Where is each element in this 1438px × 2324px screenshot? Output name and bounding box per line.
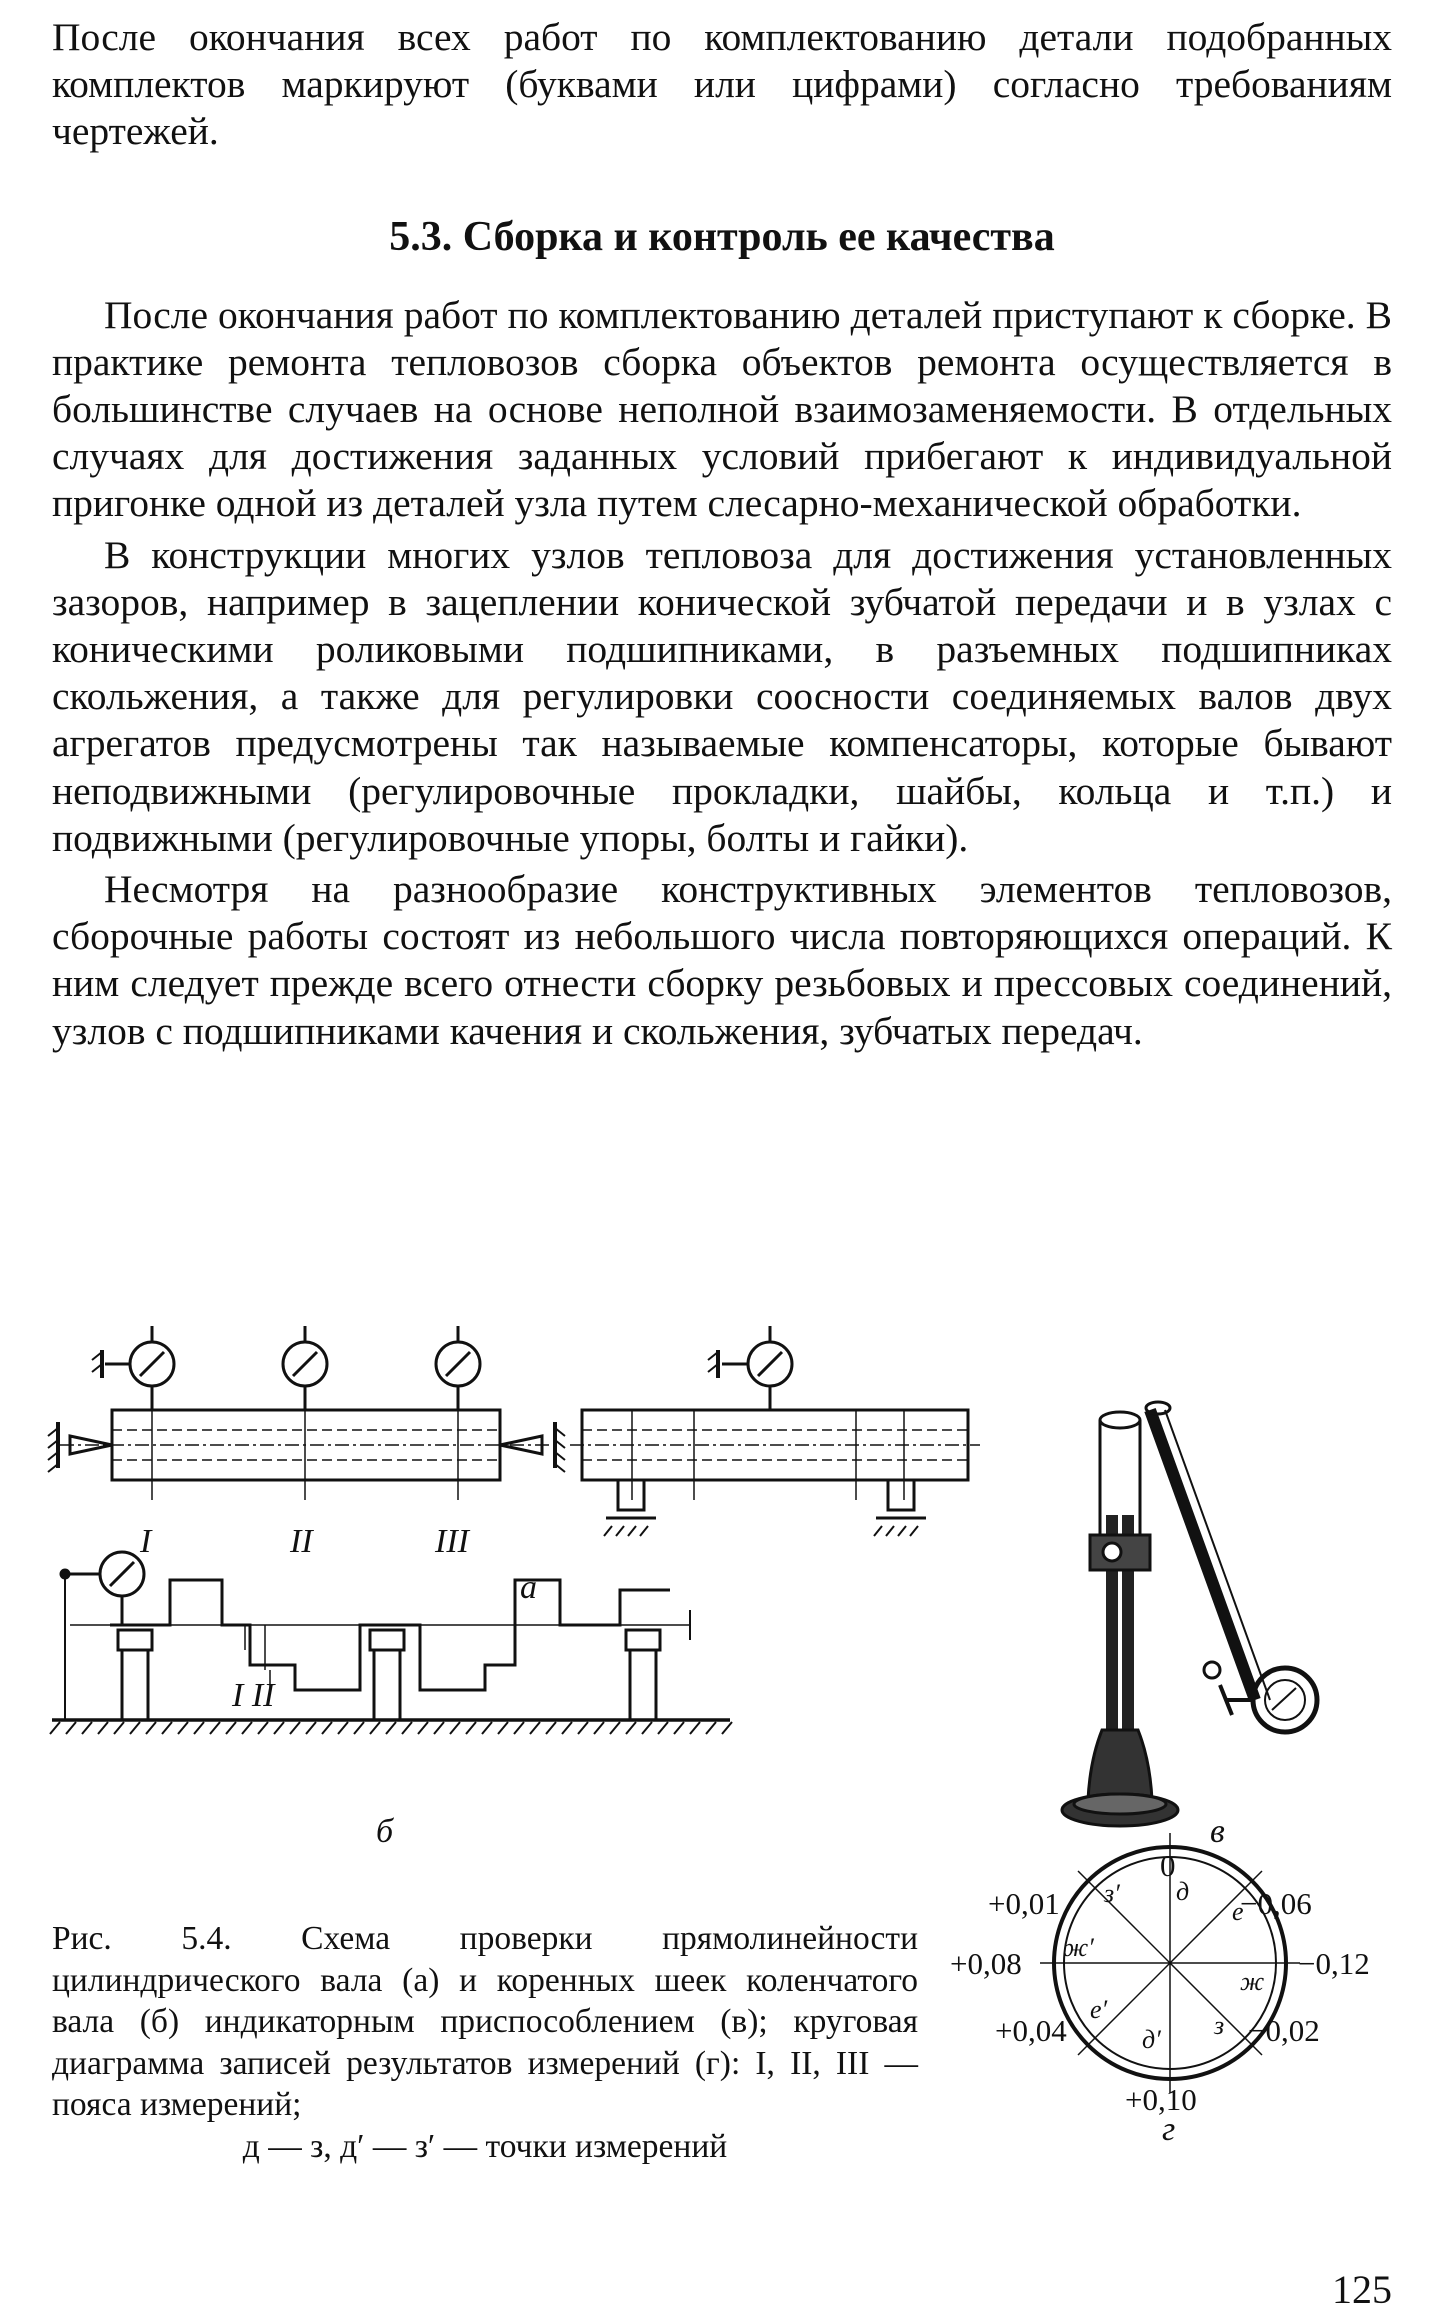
circle-value-bottom-right: −0,02 — [1248, 2013, 1320, 2048]
circle-value-top: 0 — [1160, 1848, 1176, 1883]
figure-caption — [52, 1918, 918, 2167]
paragraph-3: Несмотря на разнообразие конструктивных элементов тепловозов, сборочные работы состоят из небольшого числа повторяющихся операций. К ним следует прежде всего отнести сборку резьбовых и прессовых соединений, узлов с подшипниками качения и скольжения, зубчатых передач. — [52, 867, 1392, 1053]
indicator-stand-drawing — [1062, 1402, 1317, 1826]
caption-body: Рис. 5.4. Схема проверки прямолинейности цилиндрического вала (а) и коренных шеек коленчатого вала (б) индикаторным приспособлением (в); круговая диаграмма записей результатов измерений (г): I, II, III — пояса измерений; — [52, 1920, 918, 2123]
paragraph-1: После окончания работ по комплектованию деталей приступают к сборке. В практике ремонта тепловозов сборка объектов ремонта осуществляется в большинстве случаев на основе неполной взаимозаменяемости. В отдельных случаях для достижения заданных условий прибегают к индивидуальной пригонке одной из деталей узла путем слесарно-механической обработки. — [52, 292, 1392, 526]
circle-value-top-left: +0,01 — [988, 1886, 1060, 1921]
point-zh-prime: ж′ — [1064, 1933, 1094, 1962]
base-hatching — [50, 1722, 732, 1734]
circle-value-bottom: +0,10 — [1125, 2082, 1197, 2117]
point-d-prime: д′ — [1142, 2025, 1161, 2054]
shaft-between-centers-diagram — [48, 1326, 565, 1500]
circle-value-bottom-left: +0,04 — [995, 2013, 1067, 2048]
circle-value-top-right: −0,06 — [1240, 1886, 1312, 1921]
circle-value-left: +0,08 — [950, 1946, 1022, 1981]
section-heading: 5.3. Сборка и контроль ее качества — [389, 213, 1055, 260]
indicator-3 — [436, 1326, 480, 1410]
label-b: б — [376, 1813, 394, 1850]
page-number: 125 — [1332, 2267, 1392, 2312]
belt-label-3: III — [435, 1523, 469, 1560]
point-z-prime: з′ — [1104, 1879, 1120, 1908]
point-z: з — [1214, 2011, 1225, 2040]
point-e-prime: е′ — [1090, 1995, 1108, 2024]
circle-value-right: −0,12 — [1298, 1946, 1370, 1981]
intro-paragraph: После окончания всех работ по комплектованию детали подобранных комплектов маркируют (буквами или цифрами) согласно требованиям чертежей. — [52, 15, 1392, 154]
belt-label-1: I — [140, 1523, 152, 1560]
shaft-on-supports-diagram — [570, 1326, 980, 1536]
caption-last-line: д — з, д′ — з′ — точки измерений — [242, 2127, 728, 2165]
label-v: в — [1210, 1813, 1225, 1850]
paragraph-2: В конструкции многих узлов тепловоза для достижения установленных зазоров, например в зацеплении конической зубчатой передачи и в узлах с коническими роликовыми подшипниками, в разъемных подшипниках скольжения, а также для регулировки соосности соединяемых валов двух агрегатов предусмотрены так называемые компенсаторы, которые бывают неподвижными (регулировочные прокладки, шайбы, кольца и т.п.) и подвижными (регулировочные упоры, болты и гайки). — [52, 532, 1392, 860]
label-a: а — [520, 1569, 537, 1606]
crank-belt-label: I II — [232, 1677, 275, 1714]
point-zh: ж — [1240, 1967, 1265, 1996]
page-body — [52, 14, 1392, 1055]
label-g: г — [1162, 2111, 1176, 2148]
point-d: д — [1176, 1877, 1190, 1906]
crankshaft-diagram — [52, 1552, 730, 1720]
belt-label-2: II — [290, 1523, 313, 1560]
point-e: е — [1232, 1897, 1244, 1926]
indicator-2 — [283, 1326, 327, 1410]
indicator-1 — [92, 1326, 174, 1410]
